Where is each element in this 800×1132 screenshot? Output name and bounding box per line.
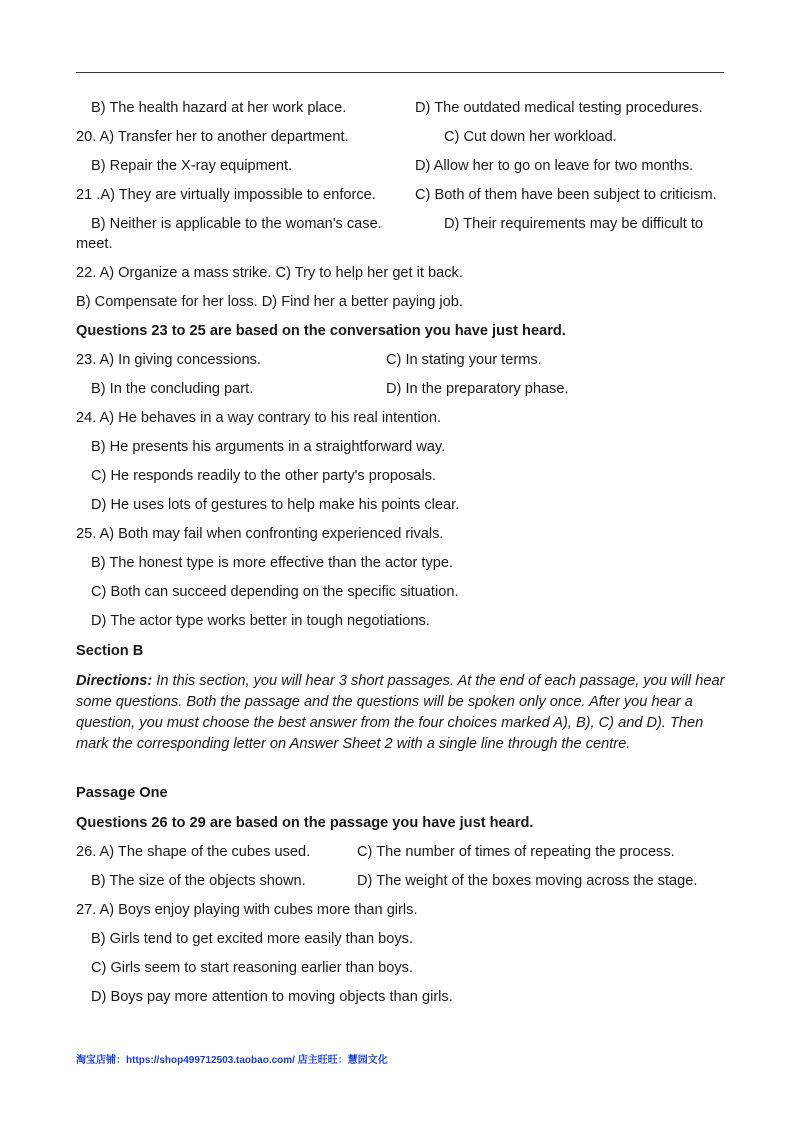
header-rule — [76, 72, 724, 73]
directions-block — [76, 671, 728, 755]
option-20a: 20. A) Transfer her to another department. — [76, 129, 349, 145]
option-26d: D) The weight of the boxes moving across the stage. — [357, 873, 698, 889]
option-25a: 25. A) Both may fail when confronting experienced rivals. — [76, 526, 444, 542]
option-20b: B) Repair the X-ray equipment. — [91, 158, 293, 174]
footer-shop-link[interactable]: 淘宝店铺：https://shop499712503.taobao.com/ 店主旺旺：慧园文化 — [76, 1055, 388, 1066]
option-23d: D) In the preparatory phase. — [386, 381, 569, 397]
option-23a: 23. A) In giving concessions. — [76, 352, 261, 368]
option-19d: D) The outdated medical testing procedures. — [415, 100, 703, 116]
option-24b: B) He presents his arguments in a straightforward way. — [91, 439, 446, 455]
passage-one-heading: Passage One — [76, 785, 168, 801]
option-27d: D) Boys pay more attention to moving objects than girls. — [91, 989, 453, 1005]
option-27b: B) Girls tend to get excited more easily than boys. — [91, 931, 414, 947]
question-heading-23-25: Questions 23 to 25 are based on the conversation you have just heard. — [76, 323, 566, 339]
option-21d-cont: meet. — [76, 236, 113, 252]
option-23b: B) In the concluding part. — [91, 381, 254, 397]
option-22bd: B) Compensate for her loss. D) Find her a better paying job. — [76, 294, 463, 310]
option-25b: B) The honest type is more effective than the actor type. — [91, 555, 454, 571]
option-24a: 24. A) He behaves in a way contrary to his real intention. — [76, 410, 442, 426]
question-heading-26-29: Questions 26 to 29 are based on the passage you have just heard. — [76, 815, 534, 831]
option-22ac: 22. A) Organize a mass strike. C) Try to help her get it back. — [76, 265, 463, 281]
option-25d: D) The actor type works better in tough negotiations. — [91, 613, 430, 629]
option-19b: B) The health hazard at her work place. — [91, 100, 347, 116]
option-20d: D) Allow her to go on leave for two months. — [415, 158, 694, 174]
option-21d: D) Their requirements may be difficult to — [444, 216, 704, 232]
option-24d: D) He uses lots of gestures to help make his points clear. — [91, 497, 460, 513]
option-21c: C) Both of them have been subject to criticism. — [415, 187, 717, 203]
option-27c: C) Girls seem to start reasoning earlier than boys. — [91, 960, 414, 976]
option-26b: B) The size of the objects shown. — [91, 873, 306, 889]
directions-text: In this section, you will hear 3 short passages. At the end of each passage, you will hear some questions. Both the passage and the questions will be spoken only once. After you hear a question, you must choose the best answer from the four choices marked A), B), C) and D). Then mark the corresponding letter on Answer Sheet 2 with a single line through the centre. — [76, 673, 725, 752]
option-21a: 21 .A) They are virtually impossible to enforce. — [76, 187, 376, 203]
option-26c: C) The number of times of repeating the process. — [357, 844, 675, 860]
option-21b: B) Neither is applicable to the woman's case. — [91, 216, 382, 232]
section-b-heading: Section B — [76, 643, 144, 659]
option-23c: C) In stating your terms. — [386, 352, 542, 368]
option-25c: C) Both can succeed depending on the specific situation. — [91, 584, 459, 600]
option-24c: C) He responds readily to the other party's proposals. — [91, 468, 437, 484]
directions-label: Directions: — [76, 673, 153, 689]
option-20c: C) Cut down her workload. — [444, 129, 617, 145]
option-26a: 26. A) The shape of the cubes used. — [76, 844, 311, 860]
option-27a: 27. A) Boys enjoy playing with cubes more than girls. — [76, 902, 418, 918]
